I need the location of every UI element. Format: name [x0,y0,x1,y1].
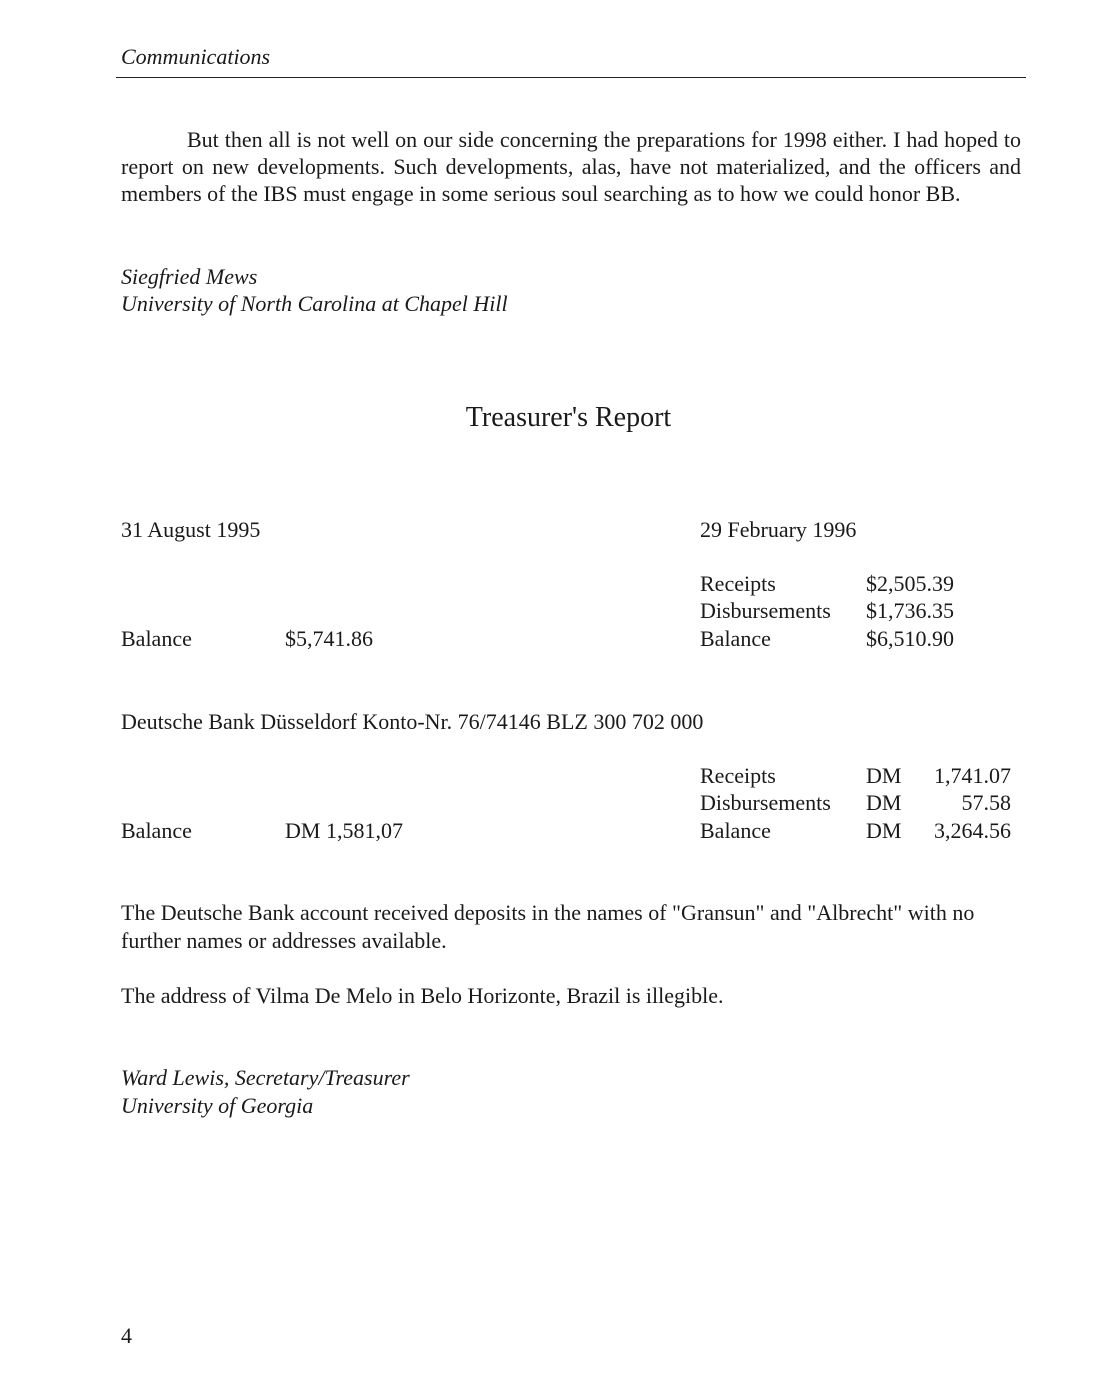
signature-block-lewis [121,1064,410,1120]
section-header: Communications [121,44,271,69]
usd-left-balance-value: $5,741.86 [285,626,373,651]
signature-block-mews [121,263,508,317]
usd-left-balance-label: Balance [121,626,192,651]
signature-name: Ward Lewis, Secretary/Treasurer [121,1065,410,1090]
usd-disbursements-label: Disbursements [700,598,831,623]
usd-disbursements-value: $1,736.35 [866,598,954,623]
dm-disbursements-label: Disbursements [700,790,831,815]
dm-disbursements-currency: DM [866,790,902,815]
date-left: 31 August 1995 [121,517,261,542]
usd-receipts-label: Receipts [700,571,776,596]
dm-account-heading: Deutsche Bank Düsseldorf Konto-Nr. 76/74146 BLZ 300 702 000 [121,709,704,734]
dm-balance-currency: DM [866,818,902,843]
report-title: Treasurer's Report [465,402,672,433]
signature-affiliation: University of North Carolina at Chapel Hill [121,291,508,316]
usd-balance-value: $6,510.90 [866,626,954,651]
usd-balance-label: Balance [700,626,771,651]
dm-disbursements-value: 57.58 [961,790,1011,815]
note-deposits: The Deutsche Bank account received deposits in the names of "Gransun" and "Albrecht" with no further names or addresses available. [121,900,975,953]
dm-receipts-currency: DM [866,763,902,788]
date-right: 29 February 1996 [700,517,857,542]
dm-left-balance-value: DM 1,581,07 [285,818,403,843]
page-number: 4 [121,1323,132,1348]
signature-affiliation: University of Georgia [121,1093,314,1118]
dm-balance-value: 3,264.56 [934,818,1011,843]
signature-name: Siegfried Mews [121,264,258,289]
dm-balance-label: Balance [700,818,771,843]
dm-receipts-label: Receipts [700,763,776,788]
note-address: The address of Vilma De Melo in Belo Horizonte, Brazil is illegible. [121,983,724,1008]
header-rule [116,77,1026,78]
intro-paragraph: But then all is not well on our side concerning the preparations for 1998 either. I had hoped to report on new developments. Such developments, alas, have not materialized, and the officers and members of the IBS must engage in some serious soul searching as to how we could honor BB. [121,127,1021,206]
dm-left-balance-label: Balance [121,818,192,843]
usd-receipts-value: $2,505.39 [866,571,954,596]
dm-receipts-value: 1,741.07 [934,763,1011,788]
